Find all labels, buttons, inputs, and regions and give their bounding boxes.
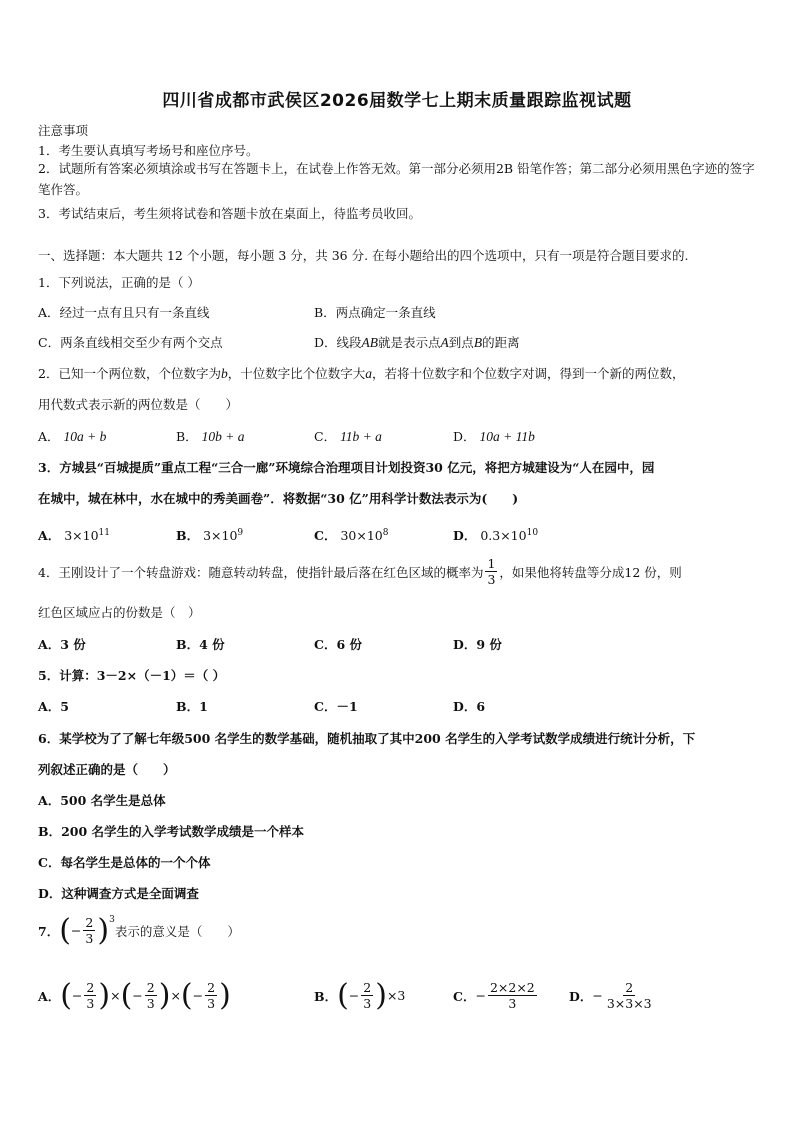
q1-d-post: 的距离 [482, 335, 520, 350]
q7-stem-text: 表示的意义是（ ） [114, 923, 240, 939]
q7-a-times-1: × [110, 988, 121, 1003]
q7-b-paren-close: ) [375, 977, 387, 1013]
q1-option-a: A．经过一点有且只有一条直线 [38, 305, 210, 320]
q7-a-minus-3: − [192, 988, 204, 1003]
q7-b-minus: − [348, 988, 360, 1003]
notice-item-3: 3．考试结束后，考生须将试卷和答题卡放在桌面上，待监考员收回。 [38, 206, 421, 221]
q7-a-paren-open-1: ( [60, 977, 72, 1013]
q1-d-b: B [473, 335, 483, 350]
q7-option-d [569, 980, 656, 1011]
q4-stem-part1: 4．王刚设计了一个转盘游戏：随意转动转盘，使指针最后落在红色区域的概率为 [38, 564, 484, 580]
q7-b-fraction [361, 980, 373, 1011]
q2-d-label: D． [453, 429, 476, 444]
q3-d-base: 0.3×10 [480, 528, 527, 543]
question-2-stem-line1 [38, 364, 685, 382]
q7-b-label: B． [314, 988, 338, 1004]
q1-option-d [314, 333, 520, 351]
question-6-stem-line2: 列叙述正确的是（ ） [38, 762, 176, 777]
question-3-stem-line1: 3．方城县“百城提质”重点工程“三合一廊”环境综合治理项目计划投资30 亿元，将把方城建设为“人在园中，园 [38, 460, 655, 475]
q7-a-den-2: 3 [146, 996, 155, 1011]
page-title: 四川省成都市武侯区2026届数学七上期末质量跟踪监视试题 [162, 91, 632, 111]
q1-d-pre: D．线段 [314, 335, 362, 350]
q3-b-label: B． [176, 528, 200, 543]
q7-a-num-1: 2 [86, 980, 95, 995]
notice-item-1: 1．考生要认真填写考场号和座位序号。 [38, 143, 259, 158]
notice-heading: 注意事项 [38, 123, 89, 138]
q7-a-minus-1: − [71, 988, 83, 1003]
q2-option-c [314, 427, 382, 445]
q1-d-mid2: 到点 [448, 335, 474, 350]
q7-c-minus: − [475, 988, 486, 1003]
q5-option-a: A．5 [38, 699, 69, 714]
question-3-stem-line2: 在城中，城在林中，水在城中的秀美画卷”．将数据“30 亿”用科学计数法表示为( ) [38, 491, 519, 506]
q3-option-b [176, 526, 243, 544]
q4-stem-part2: ，如果他将转盘等分成12 份，则 [499, 564, 682, 580]
q7-a-den-1: 3 [86, 996, 95, 1011]
q7-a-paren-close-3: ) [219, 977, 231, 1013]
q7-a-fraction-3 [205, 980, 217, 1011]
q7-a-times-2: × [170, 988, 181, 1003]
question-4-stem-line2: 红色区域应占的份数是（ ） [38, 605, 201, 620]
question-4-stem-line1 [38, 556, 682, 587]
q3-d-label: D． [453, 528, 477, 543]
q6-option-a: A．500 名学生是总体 [38, 793, 166, 808]
q7-c-fraction [488, 980, 537, 1011]
q7-base-fraction [83, 915, 95, 946]
q3-option-c [314, 526, 388, 544]
question-1-stem: 1．下列说法，正确的是（ ） [38, 275, 200, 290]
q2-b-label: B． [176, 429, 198, 444]
q3-a-label: A． [38, 528, 61, 543]
q7-c-den: 3 [508, 996, 517, 1011]
q7-b-den: 3 [363, 996, 372, 1011]
q1-d-a: A [440, 335, 449, 350]
q7-frac-denominator: 3 [85, 931, 94, 946]
q1-option-c: C．两条直线相交至少有两个交点 [38, 335, 223, 350]
q7-c-num: 2×2×2 [489, 980, 535, 995]
q2-stem-part2: ，十位数字比个位数字大 [227, 366, 366, 381]
q2-d-expr: 10a + 11b [479, 429, 535, 444]
q2-b-expr: 10b + a [201, 429, 245, 444]
q6-option-c: C．每名学生是总体的一个个体 [38, 855, 211, 870]
q1-option-b: B．两点确定一条直线 [314, 305, 436, 320]
q3-c-exp: 8 [382, 527, 389, 538]
q7-a-den-3: 3 [207, 996, 216, 1011]
q3-option-a [38, 526, 110, 544]
q6-option-b: B．200 名学生的入学考试数学成绩是一个样本 [38, 824, 305, 839]
q2-a-label: A． [38, 429, 60, 444]
q7-a-fraction-1 [84, 980, 96, 1011]
q7-d-num: 2 [625, 980, 634, 995]
q3-option-d [453, 526, 538, 544]
q7-a-num-2: 2 [146, 980, 155, 995]
question-6-stem-line1: 6．某学校为了了解七年级500 名学生的数学基础，随机抽取了其中200 名学生的入学考试数学成绩进行统计分析，下 [38, 731, 696, 746]
q7-a-paren-close-1: ) [98, 977, 111, 1013]
q7-left-paren: ( [59, 912, 71, 948]
q3-a-base: 3×10 [64, 528, 99, 543]
q7-option-b [314, 977, 406, 1013]
q7-d-den: 3×3×3 [606, 996, 652, 1011]
q7-frac-numerator: 2 [85, 915, 94, 930]
q4-option-d: D．9 份 [453, 637, 502, 652]
q2-c-expr: 11b + a [340, 429, 382, 444]
q7-a-paren-close-2: ) [158, 977, 171, 1013]
q2-option-b [176, 427, 245, 445]
q3-d-exp: 10 [526, 527, 539, 538]
q2-var-a: a [365, 366, 372, 381]
q7-number: 7． [38, 923, 60, 939]
q2-var-b: b [220, 366, 228, 381]
q2-option-d [453, 427, 535, 445]
q2-stem-part3: ，若将十位数字和个位数字对调，得到一个新的两位数， [371, 366, 685, 381]
q7-option-a [38, 977, 231, 1013]
q7-a-num-3: 2 [207, 980, 216, 995]
q7-option-c [453, 980, 539, 1011]
q2-stem-part1: 2．已知一个两位数，个位数字为 [38, 366, 221, 381]
q4-frac-denominator: 3 [487, 572, 496, 587]
q7-a-fraction-2 [145, 980, 157, 1011]
q4-probability-fraction [485, 556, 497, 587]
q3-b-base: 3×10 [203, 528, 238, 543]
q7-exponent: 3 [109, 915, 115, 925]
q7-a-paren-open-2: ( [120, 977, 133, 1013]
q3-a-exp: 11 [98, 527, 110, 538]
q1-d-mid: 就是表示点 [378, 335, 441, 350]
question-5-stem: 5．计算：3－2×（－1）＝（ ） [38, 668, 226, 683]
notice-item-2: 2．试题所有答案必须填涂或书写在答题卡上，在试卷上作答无效。第一部分必须用2B 铅笔作答；第二部分必须用黑色字迹的签字笔作答。 [38, 161, 755, 197]
q5-option-c: C．－1 [314, 699, 358, 714]
q2-a-expr: 10a + b [63, 429, 107, 444]
q7-c-label: C． [453, 988, 476, 1004]
q7-b-paren-open: ( [337, 977, 349, 1013]
q7-d-fraction [605, 980, 654, 1011]
q4-option-a: A．3 份 [38, 637, 86, 652]
q3-c-base: 30×10 [340, 528, 383, 543]
q7-b-times-3: ×3 [386, 988, 406, 1003]
q7-a-paren-open-3: ( [180, 977, 193, 1013]
q5-option-d: D．6 [453, 699, 486, 714]
question-2-stem-line2: 用代数式表示新的两位数是（ ） [38, 397, 239, 412]
q2-c-label: C． [314, 429, 337, 444]
q4-option-b: B．4 份 [176, 637, 225, 652]
q7-b-num: 2 [363, 980, 372, 995]
section-heading: 一、选择题：本大题共 12 个小题，每小题 3 分，共 36 分. 在每小题给出的四个选项中，只有一项是符合题目要求的. [38, 248, 689, 263]
q1-d-ab: AB [361, 335, 379, 350]
q3-c-label: C． [314, 528, 337, 543]
q6-option-d: D．这种调查方式是全面调查 [38, 886, 199, 901]
question-7-stem [38, 912, 240, 948]
q7-d-label: D． [569, 988, 593, 1004]
q7-d-minus: − [592, 988, 603, 1003]
q7-minus: − [70, 923, 82, 938]
q5-option-b: B．1 [176, 699, 208, 714]
q2-option-a [38, 427, 106, 445]
q4-option-c: C．6 份 [314, 637, 362, 652]
q4-frac-numerator: 1 [487, 556, 496, 571]
q7-a-label: A． [38, 988, 61, 1004]
q7-a-minus-2: − [132, 988, 143, 1003]
q7-right-paren: ) [97, 912, 110, 948]
q3-b-exp: 9 [237, 527, 244, 538]
